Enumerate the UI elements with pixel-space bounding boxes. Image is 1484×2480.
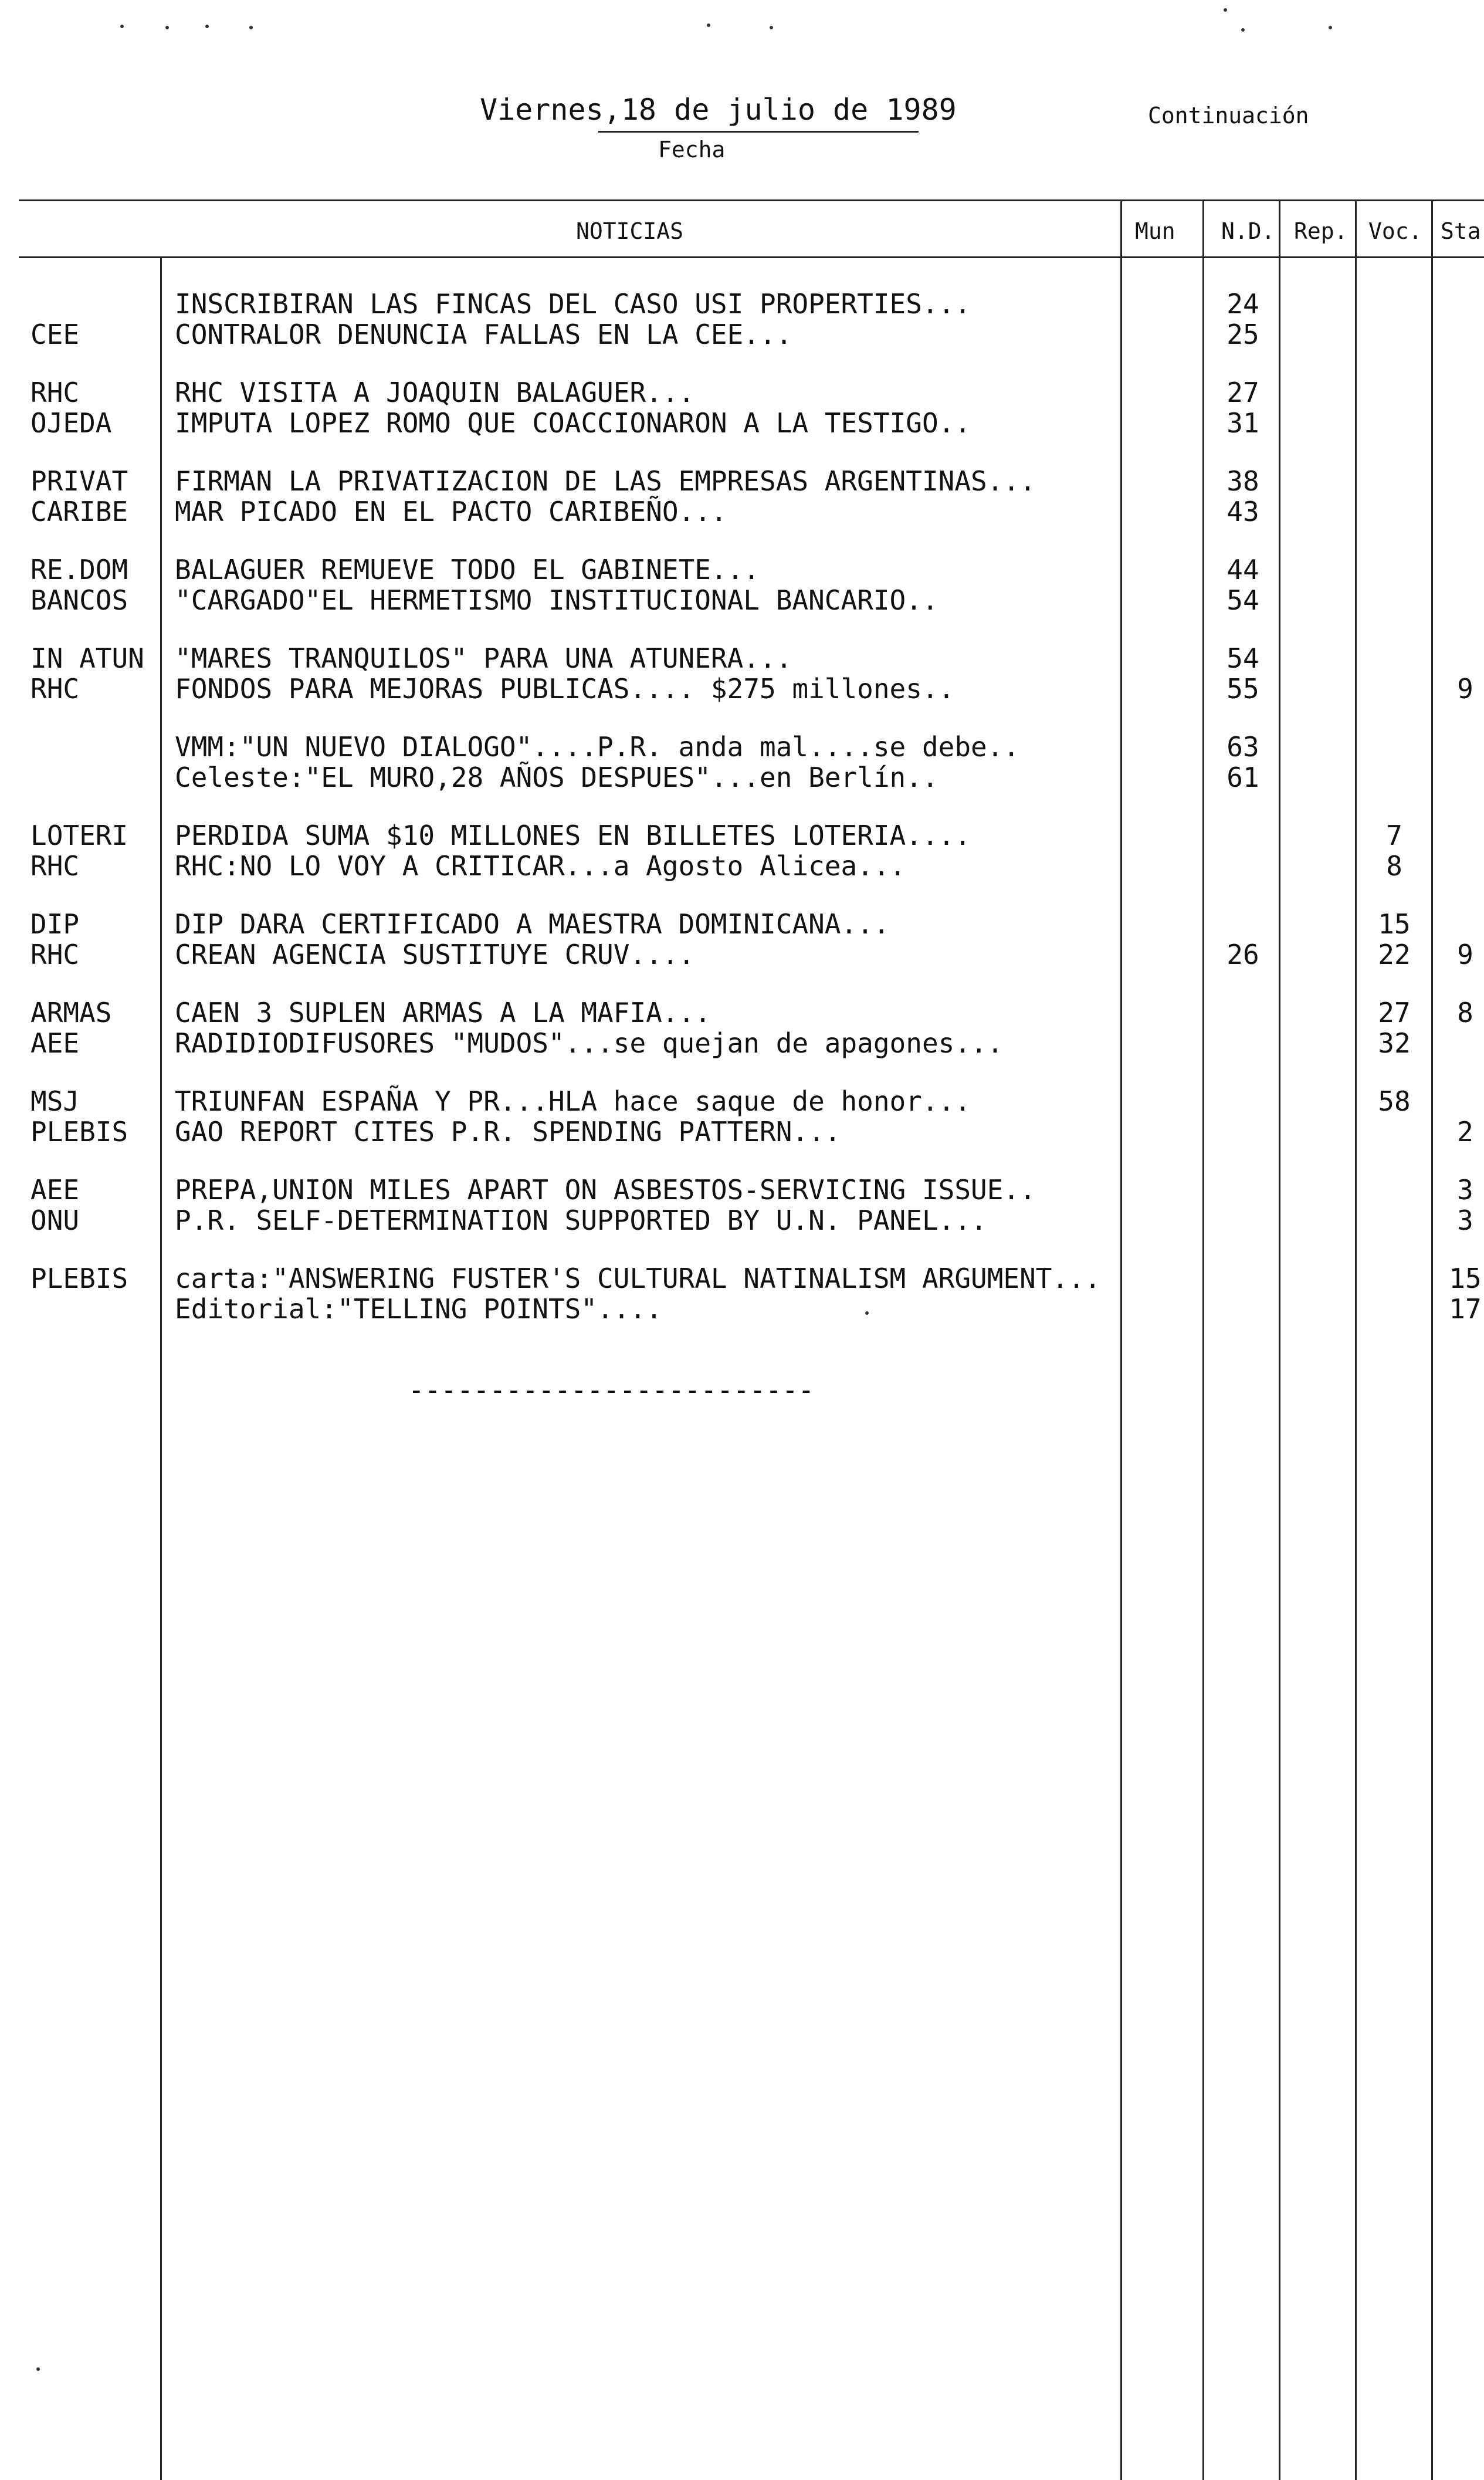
news-row-group bbox=[0, 554, 1484, 642]
news-row-group bbox=[0, 997, 1484, 1085]
nd-page: 38 bbox=[1226, 465, 1259, 497]
voc-page: 8 bbox=[1386, 850, 1402, 882]
headline: VMM:"UN NUEVO DIALOGO"....P.R. anda mal....se debe.. bbox=[175, 731, 1020, 763]
nd-page: 27 bbox=[1226, 377, 1259, 408]
news-row-group bbox=[0, 466, 1484, 554]
nd-page: 63 bbox=[1226, 731, 1259, 763]
news-row-group bbox=[0, 909, 1484, 997]
date-underline bbox=[598, 131, 919, 133]
section-code: RHC bbox=[31, 377, 80, 408]
continuation-label: Continuación bbox=[1148, 103, 1309, 128]
voc-page: 7 bbox=[1386, 820, 1402, 851]
nd-page: 55 bbox=[1226, 673, 1259, 705]
table-header-rule bbox=[19, 256, 1484, 258]
news-row-group bbox=[0, 377, 1484, 465]
nd-page: 54 bbox=[1226, 584, 1259, 616]
sta-page: 9 bbox=[1457, 939, 1473, 970]
news-row-group bbox=[0, 1263, 1484, 1351]
section-code: OJEDA bbox=[31, 407, 112, 439]
voc-page: 15 bbox=[1378, 908, 1411, 940]
section-code: MSJ bbox=[31, 1085, 80, 1117]
headline: RHC:NO LO VOY A CRITICAR...a Agosto Alicea... bbox=[175, 850, 906, 882]
nd-page: 43 bbox=[1226, 496, 1259, 527]
headline: DIP DARA CERTIFICADO A MAESTRA DOMINICANA... bbox=[175, 908, 890, 940]
scan-speck bbox=[707, 23, 710, 27]
headline: RADIDIODIFUSORES "MUDOS"...se quejan de apagones... bbox=[175, 1027, 1004, 1059]
nd-page: 54 bbox=[1226, 642, 1259, 674]
news-row-group bbox=[0, 820, 1484, 908]
section-code: RHC bbox=[31, 673, 80, 705]
sta-page: 2 bbox=[1457, 1116, 1473, 1148]
voc-page: 32 bbox=[1378, 1027, 1411, 1059]
section-code: PLEBIS bbox=[31, 1116, 128, 1148]
scan-speck bbox=[1329, 26, 1332, 29]
headline: CAEN 3 SUPLEN ARMAS A LA MAFIA... bbox=[175, 997, 711, 1028]
voc-page: 58 bbox=[1378, 1085, 1411, 1117]
headline: PREPA,UNION MILES APART ON ASBESTOS-SERVICING ISSUE.. bbox=[175, 1174, 1036, 1206]
nd-page: 25 bbox=[1226, 319, 1259, 350]
column-header-mun: Mun bbox=[1135, 218, 1175, 244]
scan-speck bbox=[249, 26, 253, 29]
section-code: RE.DOM bbox=[31, 554, 128, 586]
scan-speck bbox=[120, 25, 124, 28]
headline: Celeste:"EL MURO,28 AÑOS DESPUES"...en Berlín.. bbox=[175, 762, 938, 793]
headline: RHC VISITA A JOAQUIN BALAGUER... bbox=[175, 377, 695, 408]
headline: Editorial:"TELLING POINTS".... bbox=[175, 1293, 662, 1325]
news-row-group bbox=[0, 1175, 1484, 1263]
sta-page: 9 bbox=[1457, 673, 1473, 705]
news-row-group bbox=[0, 289, 1484, 377]
section-code: RHC bbox=[31, 850, 80, 882]
scan-speck bbox=[36, 2367, 40, 2371]
section-code: DIP bbox=[31, 908, 80, 940]
headline: CREAN AGENCIA SUSTITUYE CRUV.... bbox=[175, 939, 695, 970]
sta-page: 3 bbox=[1457, 1174, 1473, 1206]
headline: GAO REPORT CITES P.R. SPENDING PATTERN... bbox=[175, 1116, 841, 1148]
section-code: IN ATUN bbox=[31, 642, 144, 674]
column-header-rep: Rep. bbox=[1294, 218, 1348, 244]
end-rule: ------------------------- bbox=[408, 1374, 815, 1406]
nd-page: 31 bbox=[1226, 407, 1259, 439]
section-code: RHC bbox=[31, 939, 80, 970]
section-code: ONU bbox=[31, 1205, 80, 1236]
column-header-nd: N.D. bbox=[1221, 218, 1275, 244]
headline: carta:"ANSWERING FUSTER'S CULTURAL NATINALISM ARGUMENT... bbox=[175, 1263, 1101, 1294]
headline: FIRMAN LA PRIVATIZACION DE LAS EMPRESAS ARGENTINAS... bbox=[175, 465, 1036, 497]
section-code: CARIBE bbox=[31, 496, 128, 527]
headline: PERDIDA SUMA $10 MILLONES EN BILLETES LOTERIA.... bbox=[175, 820, 971, 851]
column-header-voc: Voc. bbox=[1368, 218, 1422, 244]
section-code: LOTERI bbox=[31, 820, 128, 851]
table-top-rule bbox=[19, 199, 1484, 201]
section-code: PLEBIS bbox=[31, 1263, 128, 1294]
scan-speck bbox=[770, 26, 773, 29]
section-code: BANCOS bbox=[31, 584, 128, 616]
headline: TRIUNFAN ESPAÑA Y PR...HLA hace saque de honor... bbox=[175, 1085, 971, 1117]
headline: INSCRIBIRAN LAS FINCAS DEL CASO USI PROPERTIES... bbox=[175, 288, 971, 320]
nd-page: 26 bbox=[1226, 939, 1259, 970]
section-code: AEE bbox=[31, 1027, 80, 1059]
sta-page: 8 bbox=[1457, 997, 1473, 1028]
headline: BALAGUER REMUEVE TODO EL GABINETE... bbox=[175, 554, 760, 586]
sta-page: 17 bbox=[1449, 1293, 1482, 1325]
section-code: CEE bbox=[31, 319, 80, 350]
column-header-sta: Sta bbox=[1441, 218, 1481, 244]
headline: FONDOS PARA MEJORAS PUBLICAS.... $275 millones.. bbox=[175, 673, 955, 705]
headline: "CARGADO"EL HERMETISMO INSTITUCIONAL BANCARIO.. bbox=[175, 584, 938, 616]
nd-page: 24 bbox=[1226, 288, 1259, 320]
voc-page: 22 bbox=[1378, 939, 1411, 970]
voc-page: 27 bbox=[1378, 997, 1411, 1028]
date-value: Viernes,18 de julio de 1989 bbox=[480, 93, 957, 127]
section-code: PRIVAT bbox=[31, 465, 128, 497]
news-row-group bbox=[0, 643, 1484, 731]
scan-speck bbox=[1224, 8, 1227, 12]
date-caption: Fecha bbox=[658, 137, 726, 163]
news-row-group bbox=[0, 732, 1484, 820]
scan-speck bbox=[165, 26, 169, 29]
headline: "MARES TRANQUILOS" PARA UNA ATUNERA... bbox=[175, 642, 792, 674]
headline: IMPUTA LOPEZ ROMO QUE COACCIONARON A LA TESTIGO.. bbox=[175, 407, 971, 439]
headline: CONTRALOR DENUNCIA FALLAS EN LA CEE... bbox=[175, 319, 792, 350]
sta-page: 3 bbox=[1457, 1205, 1473, 1236]
nd-page: 61 bbox=[1226, 762, 1259, 793]
headline: MAR PICADO EN EL PACTO CARIBEÑO... bbox=[175, 496, 727, 527]
news-row-group bbox=[0, 1086, 1484, 1174]
nd-page: 44 bbox=[1226, 554, 1259, 586]
scan-speck bbox=[205, 25, 209, 28]
section-code: AEE bbox=[31, 1174, 80, 1206]
sta-page: 15 bbox=[1449, 1263, 1482, 1294]
scan-speck bbox=[1241, 28, 1245, 32]
section-code: ARMAS bbox=[31, 997, 112, 1028]
headline: P.R. SELF-DETERMINATION SUPPORTED BY U.N. PANEL... bbox=[175, 1205, 987, 1236]
column-header-noticias: NOTICIAS bbox=[576, 218, 684, 244]
